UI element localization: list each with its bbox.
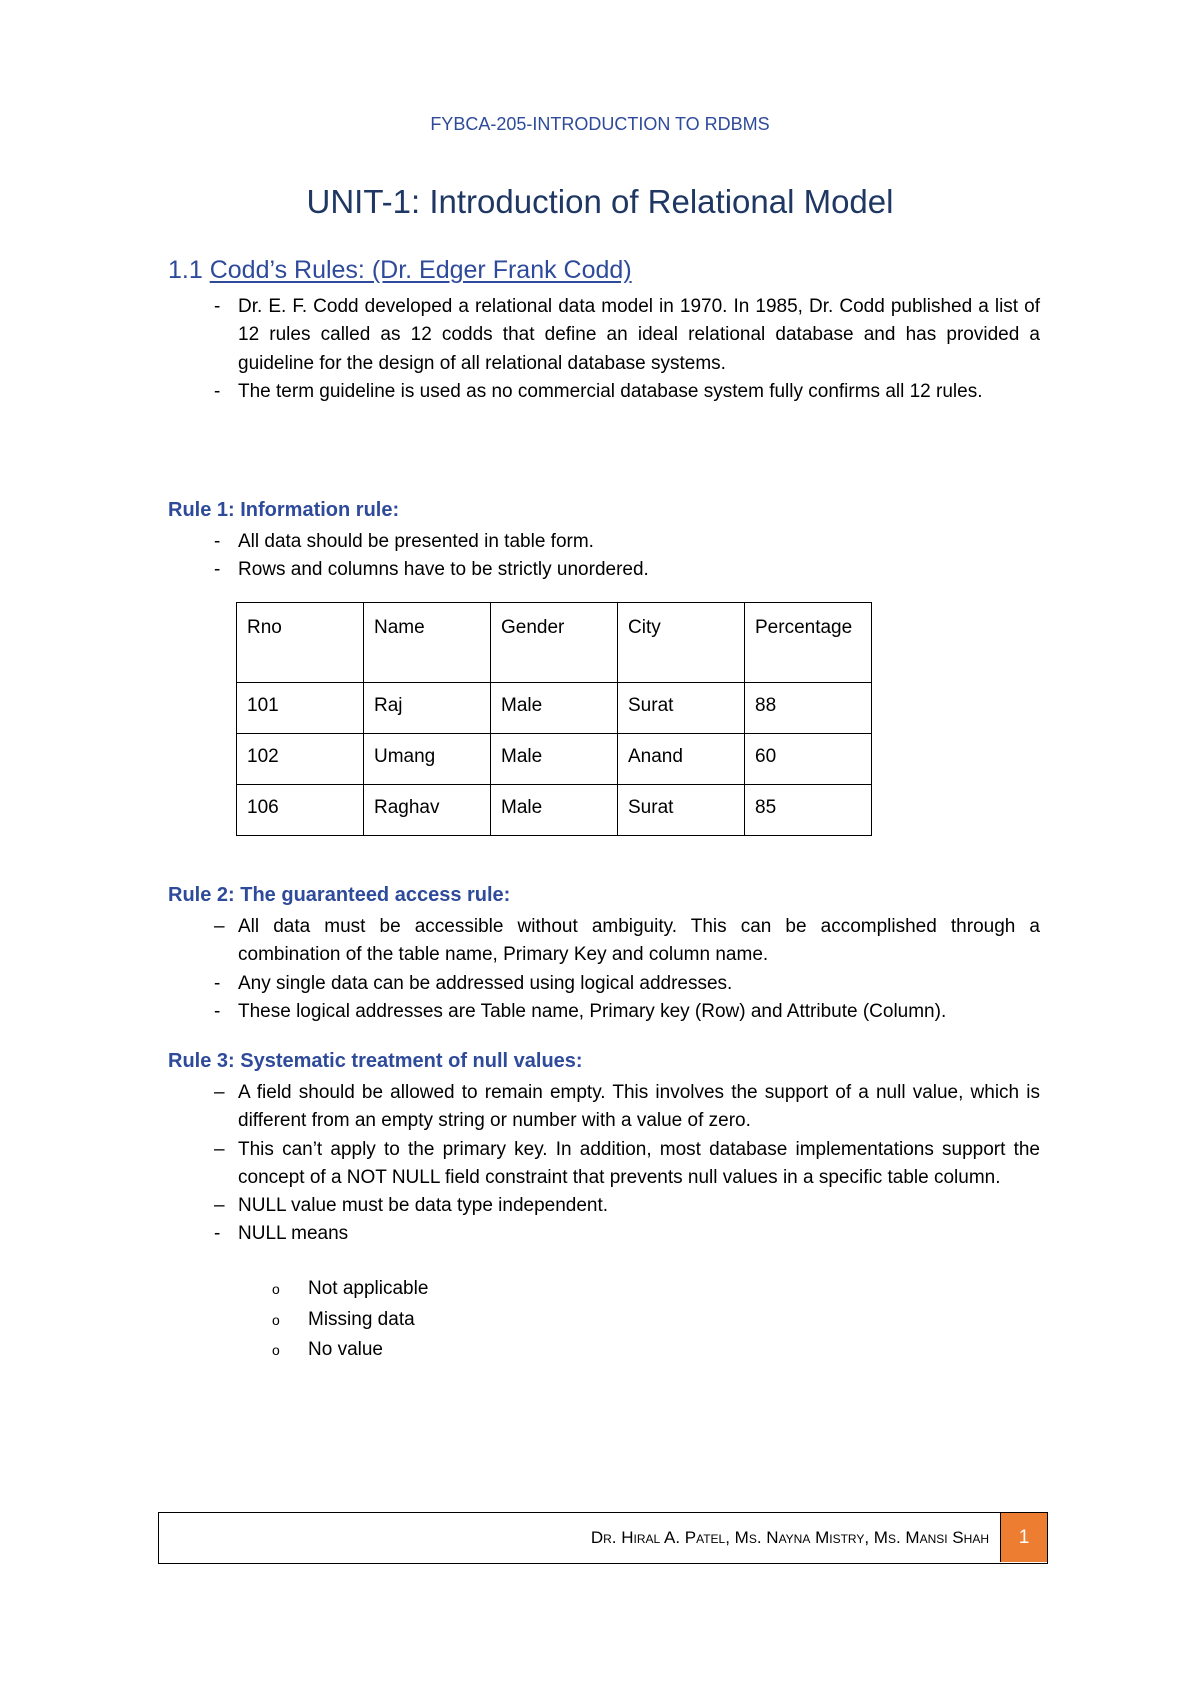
circle-bullet-icon: o [272,1281,280,1297]
table-header-cell: Name [364,603,491,683]
table-cell: Male [491,734,618,785]
bullet-marker: - [214,1223,221,1245]
bullet-marker: - [214,296,221,317]
list-item [272,1335,428,1366]
list-item [168,293,1040,378]
table-cell: Raj [364,683,491,734]
table-row [237,785,872,836]
bullet-text: Not applicable [308,1278,429,1299]
table-cell: 88 [745,683,872,734]
rule2-bullet-list [168,913,1040,1026]
bullet-text: All data should be presented in table form. [238,531,594,552]
table-row [237,683,872,734]
bullet-text: Any single data can be addressed using logical addresses. [238,972,733,994]
table-cell: 102 [237,734,364,785]
table-header-cell: Gender [491,603,618,683]
running-header: FYBCA-205-INTRODUCTION TO RDBMS [430,114,770,134]
rule3-heading: Rule 3: Systematic treatment of null values: [168,1050,583,1072]
bullet-text: Rows and columns have to be strictly unordered. [238,559,649,581]
bullet-marker: – [214,916,225,937]
page-number: 1 [1000,1513,1047,1562]
list-item [168,970,1040,998]
list-item [168,378,1040,406]
table-cell: 106 [237,785,364,836]
bullet-marker: - [214,972,221,994]
bullet-marker: – [214,1195,225,1217]
rule3-bullet-list [168,1079,1040,1249]
list-item [272,1274,428,1305]
table-header-cell-text: Percentage [755,617,853,638]
table-header-row [237,603,872,683]
table-cell: 85 [745,785,872,836]
list-item [272,1305,428,1336]
bullet-text: NULL means [238,1223,349,1245]
bullet-text: This can’t apply to the primary key. In addition, most database implementations support the concept of a NOT NULL field constraint that prevents null values in a specific table column. [238,1138,1040,1188]
table-cell: 101 [237,683,364,734]
list-item [168,528,1040,556]
rule1-bullet-list [168,528,1040,585]
list-item [168,1192,1040,1220]
bullet-marker: – [214,1138,225,1160]
table-cell: Male [491,683,618,734]
table-cell: Anand [618,734,745,785]
bullet-text: All data must be accessible without ambiguity. This can be accomplished through a combination of the table name, Primary Key and column name. [238,916,1040,966]
list-item [168,1220,1040,1248]
bullet-marker: - [214,559,221,581]
table-cell: Surat [618,785,745,836]
section-title [168,256,632,285]
bullet-text: These logical addresses are Table name, Primary key (Row) and Attribute (Column). [238,1000,947,1022]
page-footer [158,1512,1048,1564]
null-meanings-list [272,1274,428,1366]
section-title-text: Codd’s Rules: (Dr. Edger Frank Codd) [209,256,632,284]
unit-title: UNIT-1: Introduction of Relational Model [306,183,894,220]
intro-bullet-list [168,293,1040,406]
table-header-cell: City [618,603,745,683]
list-item [168,1136,1040,1193]
table-header-cell [745,603,872,683]
bullet-text: No value [308,1339,383,1360]
bullet-text: NULL value must be data type independent. [238,1195,609,1217]
circle-bullet-icon: o [272,1311,280,1328]
list-item [168,913,1040,970]
footer-authors: Dr. Hiral A. Patel, Ms. Nayna Mistry, Ms. Mansi Shah [590,1528,989,1547]
list-item [168,556,1040,584]
rule1-heading: Rule 1: Information rule: [168,499,400,521]
table-header-cell: Rno [237,603,364,683]
table-cell: Male [491,785,618,836]
bullet-marker: - [214,380,221,402]
table-cell: Surat [618,683,745,734]
bullet-text: A field should be allowed to remain empty. This involves the support of a null value, which is different from an empty string or number with a value of zero. [238,1082,1040,1132]
bullet-marker: - [214,531,221,552]
bullet-marker: - [214,1000,221,1022]
rule2-heading: Rule 2: The guaranteed access rule: [168,884,511,906]
table-row [237,734,872,785]
table-cell: Raghav [364,785,491,836]
circle-bullet-icon: o [272,1342,280,1358]
student-table [236,602,872,836]
bullet-text: Missing data [308,1308,415,1330]
bullet-text: Dr. E. F. Codd developed a relational data model in 1970. In 1985, Dr. Codd published a list of 12 rules called as 12 codds that define an ideal relational database and has provided a guideline for the design of all relational database systems. [238,296,1040,374]
list-item [168,1079,1040,1136]
bullet-marker: – [214,1082,225,1103]
bullet-text: The term guideline is used as no commercial database system fully confirms all 12 rules. [238,380,983,402]
table-cell: 60 [745,734,872,785]
table-cell: Umang [364,734,491,785]
section-number: 1.1 [168,256,210,284]
list-item [168,998,1040,1026]
